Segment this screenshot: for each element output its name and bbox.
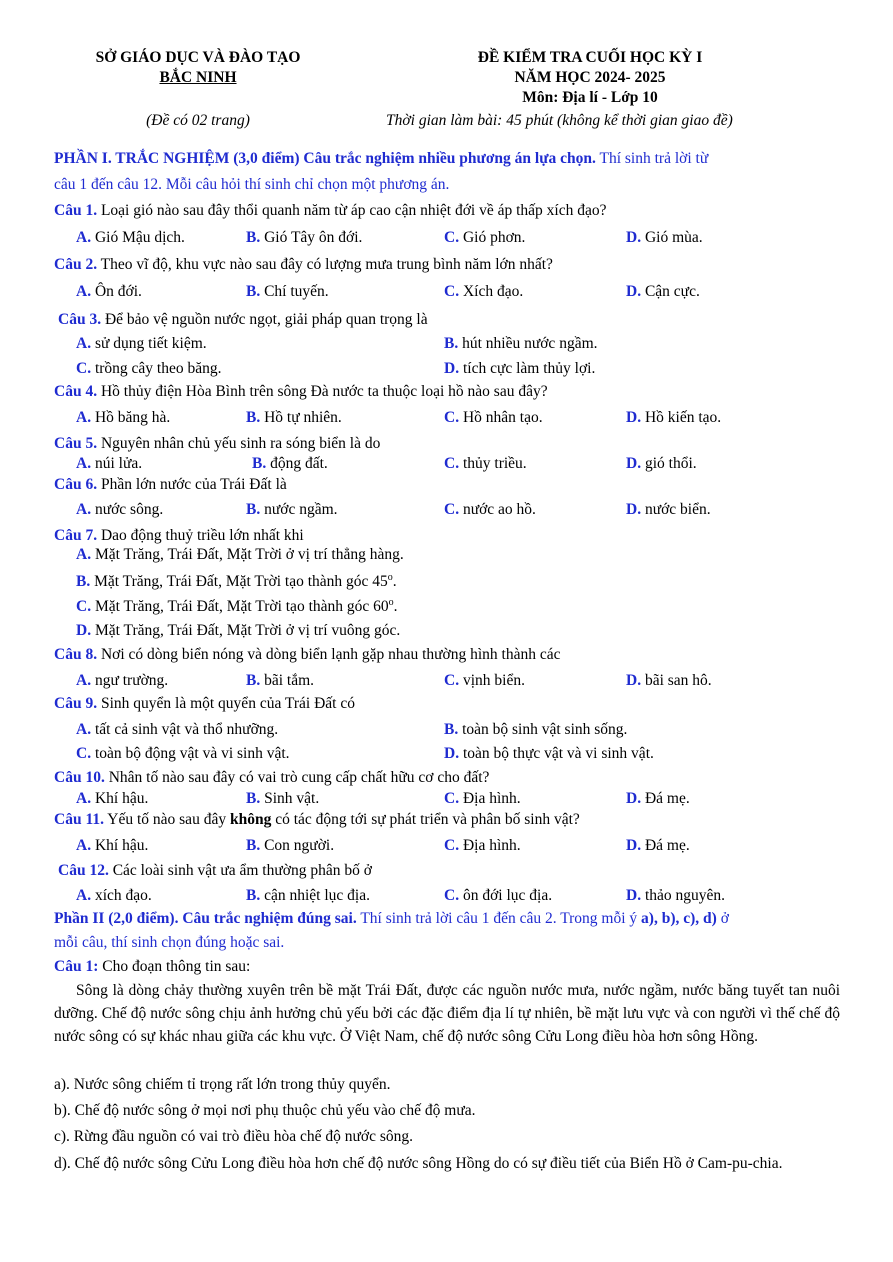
q5-option-c[interactable]: C. thủy triều.: [444, 455, 527, 472]
q8-option-d[interactable]: D. bãi san hô.: [626, 672, 712, 689]
q11-option-d[interactable]: D. Đá mẹ.: [626, 837, 690, 854]
province-name: BẮC NINH: [159, 69, 237, 86]
question-10: Câu 10. Nhân tố nào sau đây có vai trò cung cấp chất hữu cơ cho đất?: [54, 769, 490, 786]
q1-option-b[interactable]: B. Gió Tây ôn đới.: [246, 229, 363, 246]
question-text: Loại gió nào sau đây thổi quanh năm từ áp cao cận nhiệt đới về áp thấp xích đạo?: [97, 202, 607, 219]
q3-option-a[interactable]: A. sử dụng tiết kiệm.: [76, 335, 207, 352]
reading-passage: Sông là dòng chảy thường xuyên trên bề mặt Trái Đất, được các nguồn nước mưa, nước ngầm, nước băng tuyết tan nuôi dưỡng. Chế độ nước sông chịu ảnh hưởng chủ yếu bởi các đặc điểm địa lí tự nhiên, bề mặt lưu vực và con người vì thế chế độ nước sông có sự khác nhau giữa các khu vực. Ở Việt Nam, chế độ nước sông Cửu Long điều hòa hơn sông Hồng.: [54, 982, 840, 1045]
q10-option-b[interactable]: B. Sinh vật.: [246, 790, 320, 807]
q9-option-c[interactable]: C. toàn bộ động vật và vi sinh vật.: [76, 745, 290, 762]
q4-option-b[interactable]: B. Hồ tự nhiên.: [246, 409, 342, 426]
question-9: Câu 9. Sinh quyển là một quyển của Trái Đất có: [54, 695, 355, 712]
q2-option-d[interactable]: D. Cận cực.: [626, 283, 700, 300]
q6-option-d[interactable]: D. nước biển.: [626, 501, 711, 518]
q3-option-d[interactable]: D. tích cực làm thủy lợi.: [444, 360, 596, 377]
question-1: [54, 202, 607, 220]
part1-instruction-a: Thí sinh trả lời từ: [595, 150, 709, 167]
q12-option-a[interactable]: A. xích đạo.: [76, 887, 152, 904]
part2-question-1: Câu 1: Cho đoạn thông tin sau:: [54, 958, 251, 975]
q2-option-c[interactable]: C. Xích đạo.: [444, 283, 524, 300]
part1-title: PHẦN I. TRẮC NGHIỆM (3,0 điểm) Câu trắc nghiệm nhiều phương án lựa chọn.: [54, 150, 596, 167]
q11-option-c[interactable]: C. Địa hình.: [444, 837, 521, 854]
school-year: NĂM HỌC 2024- 2025: [514, 69, 666, 86]
question-7: Câu 7. Dao động thuỷ triều lớn nhất khi: [54, 527, 304, 544]
q2-option-a[interactable]: A. Ôn đới.: [76, 283, 142, 300]
q5-option-a[interactable]: A. núi lửa.: [76, 455, 143, 472]
q1-option-c[interactable]: C. Gió phơn.: [444, 229, 526, 246]
question-4: Câu 4. Hồ thủy điện Hòa Bình trên sông Đà nước ta thuộc loại hồ nào sau đây?: [54, 383, 548, 400]
time-note: Thời gian làm bài: 45 phút (không kể thời gian giao đề): [386, 112, 733, 129]
question-12: Câu 12. Các loài sinh vật ưa ẩm thường phân bố ở: [58, 862, 372, 879]
q2-option-b[interactable]: B. Chí tuyến.: [246, 283, 329, 300]
q9-option-b[interactable]: B. toàn bộ sinh vật sinh sống.: [444, 721, 628, 738]
department-name: SỞ GIÁO DỤC VÀ ĐÀO TẠO: [95, 49, 301, 66]
q6-option-a[interactable]: A. nước sông.: [76, 501, 164, 518]
question-label: Câu 1.: [54, 202, 98, 219]
q5-option-b[interactable]: B. động đất.: [252, 455, 328, 472]
part2-heading: Phần II (2,0 điểm). Câu trắc nghiệm đúng sai. Thí sinh trả lời câu 1 đến câu 2. Trong mỗi ý a), b), c), d) ở: [54, 910, 729, 927]
question-5: Câu 5. Nguyên nhân chủ yếu sinh ra sóng biển là do: [54, 435, 381, 452]
q9-option-d[interactable]: D. toàn bộ thực vật và vi sinh vật.: [444, 745, 654, 762]
statement-b[interactable]: b). Chế độ nước sông ở mọi nơi phụ thuộc chủ yếu vào chế độ mưa.: [54, 1102, 476, 1119]
q6-option-c[interactable]: C. nước ao hồ.: [444, 501, 536, 518]
q8-option-c[interactable]: C. vịnh biển.: [444, 672, 525, 689]
q9-option-a[interactable]: A. tất cả sinh vật và thổ nhưỡng.: [76, 721, 279, 738]
q11-option-b[interactable]: B. Con người.: [246, 837, 335, 854]
q1-option-a[interactable]: A. Gió Mậu dịch.: [76, 229, 185, 246]
q7-option-d[interactable]: D. Mặt Trăng, Trái Đất, Mặt Trời ở vị trí vuông góc.: [76, 622, 401, 639]
q4-option-c[interactable]: C. Hồ nhân tạo.: [444, 409, 543, 426]
q7-option-a[interactable]: A. Mặt Trăng, Trái Đất, Mặt Trời ở vị trí thẳng hàng.: [76, 546, 404, 563]
q1-option-d[interactable]: D. Gió mùa.: [626, 229, 703, 246]
q7-option-c[interactable]: C. Mặt Trăng, Trái Đất, Mặt Trời tạo thành góc 60$^o$.: [76, 597, 398, 616]
q5-option-d[interactable]: D. gió thổi.: [626, 455, 697, 472]
statement-d[interactable]: d). Chế độ nước sông Cửu Long điều hòa hơn chế độ nước sông Hồng do có sự điều tiết của Biển Hồ ở Cam-pu-chia.: [54, 1155, 783, 1172]
exam-title-block: [420, 48, 760, 108]
part1-instruction-b: câu 1 đến câu 12. Mỗi câu hỏi thí sinh chỉ chọn một phương án.: [54, 176, 450, 193]
q4-option-a[interactable]: A. Hồ băng hà.: [76, 409, 171, 426]
statement-c[interactable]: c). Rừng đầu nguồn có vai trò điều hòa chế độ nước sông.: [54, 1128, 414, 1145]
question-11: Câu 11. Yếu tố nào sau đây không có tác động tới sự phát triển và phân bố sinh vật?: [54, 811, 580, 828]
question-6: Câu 6. Phần lớn nước của Trái Đất là: [54, 476, 287, 493]
q8-option-b[interactable]: B. bãi tắm.: [246, 672, 315, 689]
q3-option-c[interactable]: C. trồng cây theo băng.: [76, 360, 222, 377]
q11-option-a[interactable]: A. Khí hậu.: [76, 837, 149, 854]
subject-line: Môn: Địa lí - Lớp 10: [522, 89, 658, 106]
q8-option-a[interactable]: A. ngư trường.: [76, 672, 169, 689]
part1-heading: [54, 150, 708, 168]
q10-option-c[interactable]: C. Địa hình.: [444, 790, 521, 807]
q10-option-a[interactable]: A. Khí hậu.: [76, 790, 149, 807]
q12-option-b[interactable]: B. cận nhiệt lục địa.: [246, 887, 370, 904]
part2-instruction: mỗi câu, thí sinh chọn đúng hoặc sai.: [54, 934, 285, 951]
question-3: Câu 3. Để bảo vệ nguồn nước ngọt, giải pháp quan trọng là: [58, 311, 428, 328]
q4-option-d[interactable]: D. Hồ kiến tạo.: [626, 409, 722, 426]
department-block: [80, 48, 316, 88]
q12-option-c[interactable]: C. ôn đới lục địa.: [444, 887, 553, 904]
question-8: Câu 8. Nơi có dòng biển nóng và dòng biển lạnh gặp nhau thường hình thành các: [54, 646, 561, 663]
pages-note: (Đề có 02 trang): [146, 112, 250, 129]
question-2: Câu 2. Theo vĩ độ, khu vực nào sau đây có lượng mưa trung bình năm lớn nhất?: [54, 256, 553, 273]
q6-option-b[interactable]: B. nước ngầm.: [246, 501, 338, 518]
q10-option-d[interactable]: D. Đá mẹ.: [626, 790, 690, 807]
exam-title: ĐỀ KIỂM TRA CUỐI HỌC KỲ I: [477, 49, 703, 66]
statement-a[interactable]: a). Nước sông chiếm tỉ trọng rất lớn trong thủy quyển.: [54, 1076, 391, 1093]
q7-option-b[interactable]: B. Mặt Trăng, Trái Đất, Mặt Trời tạo thành góc 45$^o$.: [76, 572, 397, 591]
q3-option-b[interactable]: B. hút nhiều nước ngầm.: [444, 335, 598, 352]
q12-option-d[interactable]: D. thảo nguyên.: [626, 887, 726, 904]
